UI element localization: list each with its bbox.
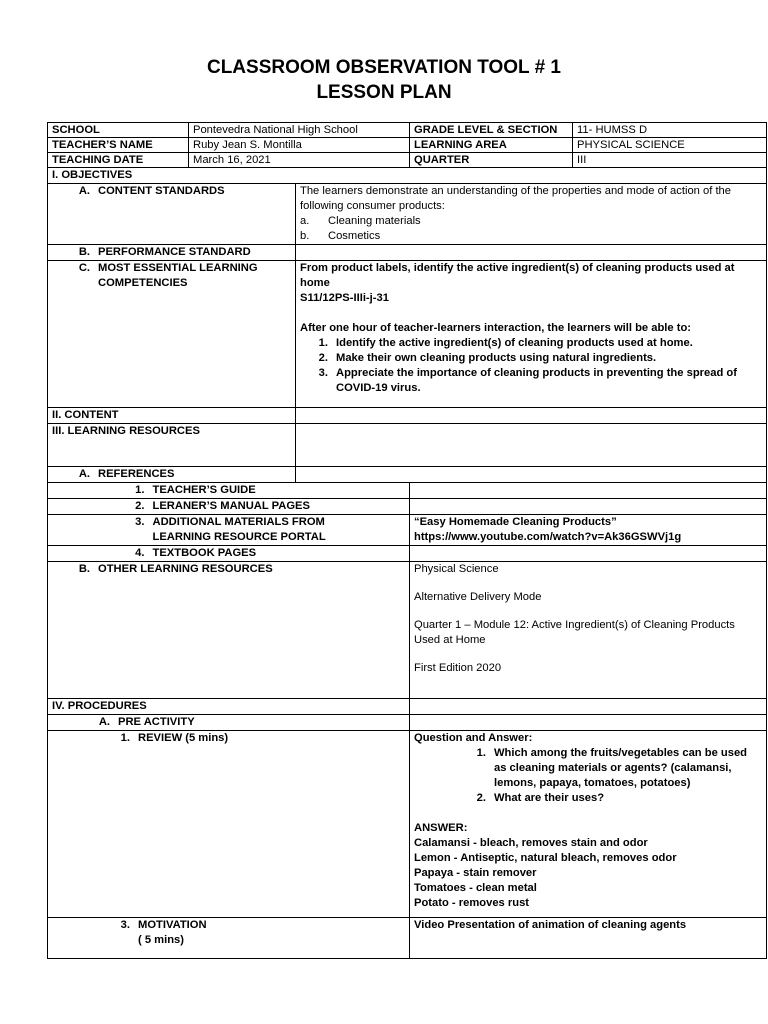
pre-activity-row: [48, 715, 767, 731]
video-title: “Easy Homemade Cleaning Products”: [414, 516, 617, 528]
competencies-label: MOST ESSENTIAL LEARNING COMPETENCIES: [98, 262, 258, 289]
list-item: 2. What are their uses?: [476, 792, 605, 804]
motivation-label: MOTIVATION: [138, 919, 207, 931]
procedures-heading: IV. PROCEDURES: [48, 699, 410, 715]
date-value: March 16, 2021: [189, 153, 410, 168]
content-standards-cell: [296, 184, 767, 245]
teachers-guide-label: TEACHER’S GUIDE: [152, 484, 256, 496]
list-item: 1. Identify the active ingredient(s) of cleaning products used at home.: [318, 337, 693, 349]
date-row: [48, 153, 767, 168]
additional-materials-label: ADDITIONAL MATERIALS FROM LEARNING RESOURCE PORTAL: [152, 516, 326, 543]
answer-line: Calamansi - bleach, removes stain and odor: [414, 837, 648, 849]
pre-activity-num: A.: [98, 716, 110, 728]
document-subtitle: LESSON PLAN: [316, 82, 452, 103]
learners-manual-num: 2.: [135, 500, 145, 512]
learners-manual-label-cell: [135, 499, 410, 515]
review-cell: [410, 731, 767, 918]
motivation-duration: ( 5 mins): [138, 934, 185, 946]
content-standards-row: [48, 184, 767, 245]
other-resources-row: [48, 562, 767, 699]
content-standards-label: CONTENT STANDARDS: [98, 185, 225, 197]
content-heading: II. CONTENT: [48, 408, 296, 424]
textbook-label-cell: [135, 546, 410, 562]
answer-line: Potato - removes rust: [414, 897, 530, 909]
performance-standard-label-cell: [48, 245, 296, 261]
teacher-row: [48, 138, 767, 153]
list-item: 3. Appreciate the importance of cleaning products in preventing the spread of COVID-19 virus.: [318, 367, 737, 394]
references-row: [48, 467, 767, 483]
references-label-cell: [48, 467, 296, 483]
lesson-plan-table: [47, 122, 767, 959]
review-num: 1.: [120, 732, 130, 744]
resource-edition: First Edition 2020: [414, 662, 502, 674]
references-value: [296, 467, 767, 483]
performance-standard-label: PERFORMANCE STANDARD: [98, 246, 251, 258]
learners-manual-value: [410, 499, 767, 515]
additional-materials-row: [48, 515, 767, 546]
teachers-guide-label-cell: [135, 483, 410, 499]
references-num: A.: [78, 468, 90, 480]
competency-code: S11/12PS-IIIi-j-31: [300, 292, 389, 304]
other-resources-cell: [410, 562, 767, 699]
other-resources-label-cell: [48, 562, 410, 699]
quarter-label: QUARTER: [410, 153, 573, 168]
pre-activity-label-cell: [48, 715, 410, 731]
other-resources-num: B.: [78, 563, 90, 575]
answer-line: Lemon - Antiseptic, natural bleach, removes odor: [414, 852, 677, 864]
content-row: [48, 408, 767, 424]
additional-materials-num: 3.: [135, 516, 145, 528]
resource-mode: Alternative Delivery Mode: [414, 591, 542, 603]
competencies-cell: [296, 261, 767, 408]
school-row: [48, 123, 767, 138]
additional-materials-cell: [410, 515, 767, 546]
grade-label: GRADE LEVEL & SECTION: [410, 123, 573, 138]
teachers-guide-num: 1.: [135, 484, 145, 496]
textbook-row: [48, 546, 767, 562]
area-label: LEARNING AREA: [410, 138, 573, 153]
competencies-row: [48, 261, 767, 408]
list-item: 2. Make their own cleaning products using natural ingredients.: [318, 352, 657, 364]
list-item: 1. Which among the fruits/vegetables can be used as cleaning materials or agents? (calamansi, lemons, papaya, tomatoes, potatoes): [476, 747, 748, 789]
document-title: CLASSROOM OBSERVATION TOOL # 1: [206, 57, 561, 78]
procedures-row: [48, 699, 767, 715]
content-standards-label-cell: [48, 184, 296, 245]
content-standards-num: A.: [78, 185, 90, 197]
objectives-heading: I. OBJECTIVES: [48, 168, 767, 184]
review-label: REVIEW (5 mins): [138, 732, 229, 744]
pre-activity-value: [410, 715, 767, 731]
teacher-label: TEACHER’S NAME: [48, 138, 189, 153]
list-item: b. Cosmetics: [300, 230, 381, 242]
video-link[interactable]: https://www.youtube.com/watch?v=Ak36GSWVj1g: [414, 531, 682, 543]
performance-standard-row: [48, 245, 767, 261]
grade-value: 11- HUMSS D: [573, 123, 767, 138]
qa-heading: Question and Answer:: [414, 732, 533, 744]
resources-heading: III. LEARNING RESOURCES: [48, 424, 296, 467]
answer-line: Tomatoes - clean metal: [414, 882, 537, 894]
additional-materials-label-cell: [135, 515, 410, 546]
other-resources-label: OTHER LEARNING RESOURCES: [98, 563, 273, 575]
textbook-label: TEXTBOOK PAGES: [152, 547, 257, 559]
resources-row: [48, 424, 767, 467]
answer-line: Papaya - stain remover: [414, 867, 537, 879]
answer-heading: ANSWER:: [414, 822, 468, 834]
objectives-heading-row: [48, 168, 767, 184]
motivation-num: 3.: [120, 919, 130, 931]
teachers-guide-row: [48, 483, 767, 499]
date-label: TEACHING DATE: [48, 153, 189, 168]
teachers-guide-value: [410, 483, 767, 499]
performance-standard-value: [296, 245, 767, 261]
procedures-value: [410, 699, 767, 715]
motivation-label-cell: [48, 918, 410, 959]
resource-subject: Physical Science: [414, 563, 499, 575]
review-label-cell: [48, 731, 410, 918]
textbook-value: [410, 546, 767, 562]
resources-value: [296, 424, 767, 467]
learners-manual-label: LERANER’S MANUAL PAGES: [152, 500, 310, 512]
quarter-value: III: [573, 153, 767, 168]
school-value: Pontevedra National High School: [189, 123, 410, 138]
competencies-intro: After one hour of teacher-learners interaction, the learners will be able to:: [300, 322, 692, 334]
list-item: a. Cleaning materials: [300, 215, 421, 227]
competencies-text: From product labels, identify the active ingredient(s) of cleaning products used at home: [300, 262, 735, 289]
motivation-row: [48, 918, 767, 959]
performance-standard-num: B.: [78, 246, 90, 258]
pre-activity-label: PRE ACTIVITY: [118, 716, 195, 728]
content-value: [296, 408, 767, 424]
school-label: SCHOOL: [48, 123, 189, 138]
teacher-value: Ruby Jean S. Montilla: [189, 138, 410, 153]
motivation-text: Video Presentation of animation of cleaning agents: [410, 918, 767, 959]
learners-manual-row: [48, 499, 767, 515]
content-standards-text: The learners demonstrate an understanding of the properties and mode of action of the following consumer products:: [300, 185, 731, 212]
area-value: PHYSICAL SCIENCE: [573, 138, 767, 153]
resource-module: Quarter 1 – Module 12: Active Ingredient(s) of Cleaning Products Used at Home: [414, 619, 735, 646]
competencies-label-cell: [48, 261, 296, 408]
references-label: REFERENCES: [98, 468, 175, 480]
review-row: [48, 731, 767, 918]
competencies-num: C.: [78, 262, 90, 274]
textbook-num: 4.: [135, 547, 145, 559]
